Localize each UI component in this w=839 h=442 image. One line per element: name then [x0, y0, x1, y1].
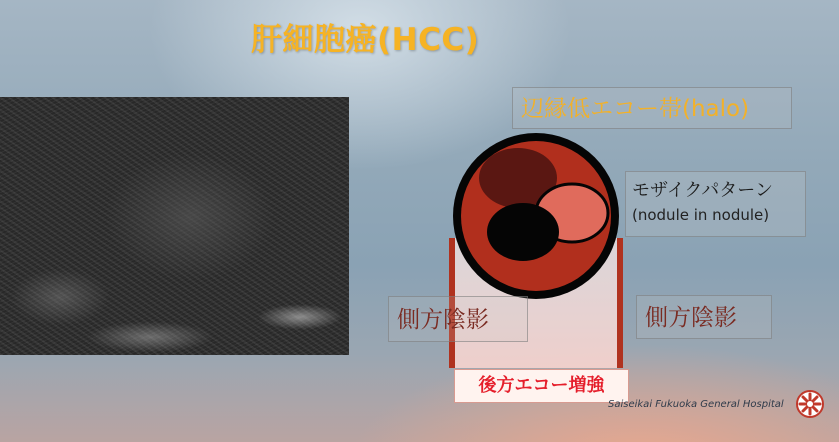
- lateral-shadow-right-label: 側方陰影: [636, 295, 772, 339]
- mosaic-sublabel: (nodule in nodule): [632, 206, 770, 224]
- mosaic-label: モザイクパターン: [632, 180, 773, 201]
- slide-title: 肝細胞癌(HCC): [251, 22, 480, 58]
- hospital-logo-icon: [795, 389, 825, 419]
- posterior-enhancement-label: 後方エコー増強: [454, 369, 629, 403]
- halo-label: 辺縁低エコー帯(halo): [512, 87, 792, 129]
- lateral-shadow-left-label: 側方陰影: [388, 296, 528, 342]
- hospital-name: Saiseikai Fukuoka General Hospital: [608, 399, 784, 410]
- mosaic-label-box: [625, 171, 806, 237]
- lateral-shadow-right: [617, 238, 623, 368]
- nodule-black: [487, 203, 559, 261]
